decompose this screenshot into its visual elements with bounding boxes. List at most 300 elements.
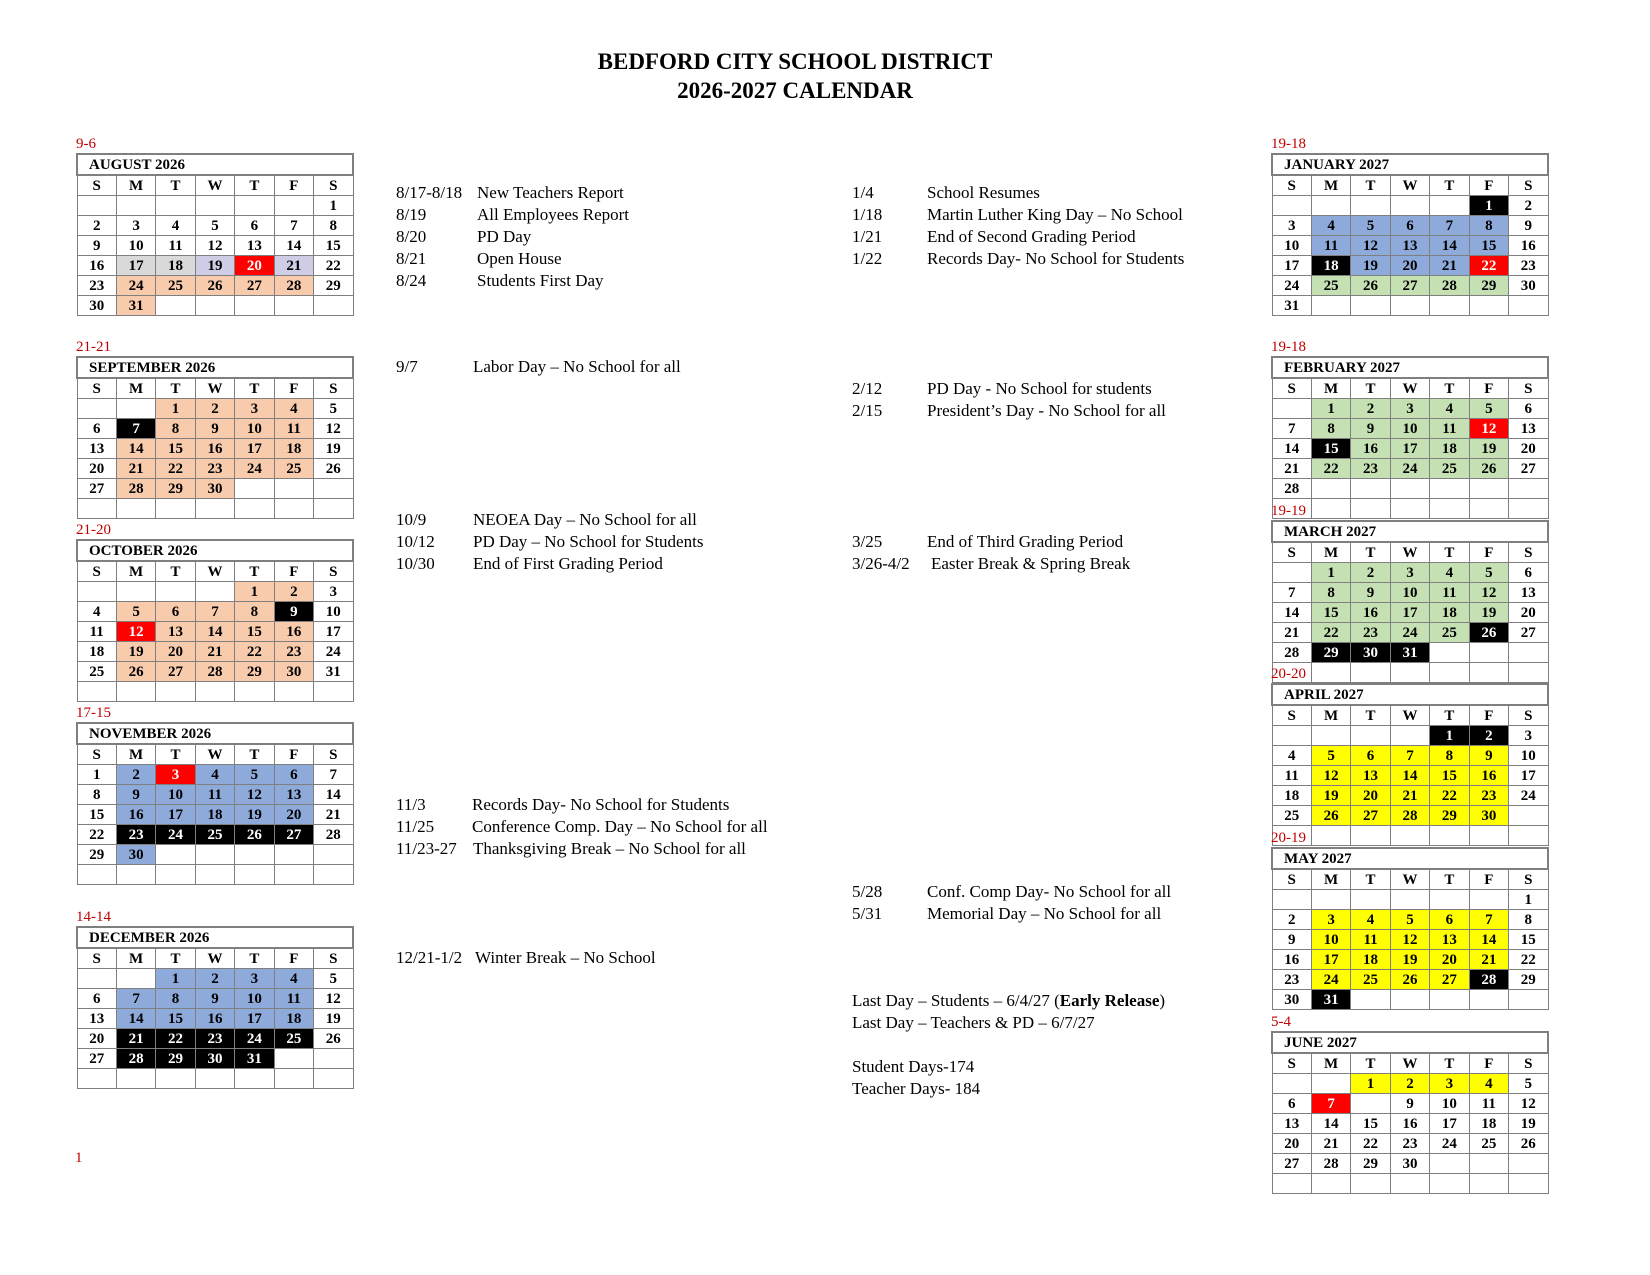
day-count-jan: 19-18 xyxy=(1271,136,1306,152)
day-cell: 16 xyxy=(1351,439,1390,459)
weekday-header: F xyxy=(1469,1053,1508,1074)
day-cell: 18 xyxy=(1430,439,1469,459)
day-cell: 26 xyxy=(195,276,234,296)
day-cell: 14 xyxy=(1311,1114,1350,1134)
day-cell: 5 xyxy=(1469,399,1508,419)
day-cell: 6 xyxy=(1351,746,1390,766)
weekday-header: W xyxy=(1390,705,1429,726)
day-cell: 1 xyxy=(1311,563,1350,583)
day-cell: 20 xyxy=(1390,256,1429,276)
day-cell: 5 xyxy=(314,399,353,419)
weekday-header: T xyxy=(235,378,274,399)
empty-cell xyxy=(195,499,234,519)
day-cell: 12 xyxy=(1509,1094,1548,1114)
day-cell: 11 xyxy=(195,785,234,805)
day-cell: 20 xyxy=(274,805,313,825)
day-cell: 23 xyxy=(1509,256,1548,276)
day-cell: 22 xyxy=(156,459,195,479)
day-cell: 25 xyxy=(156,276,195,296)
day-cell: 12 xyxy=(1390,930,1429,950)
day-cell: 19 xyxy=(314,439,353,459)
weekday-header: W xyxy=(1390,175,1429,196)
day-cell: 23 xyxy=(1351,459,1390,479)
day-cell: 27 xyxy=(1509,459,1548,479)
weekday-header: T xyxy=(1351,869,1390,890)
empty-cell xyxy=(195,582,234,602)
day-cell: 15 xyxy=(156,1009,195,1029)
event-jan-4: 1/22 Records Day- No School for Students xyxy=(852,249,1185,268)
day-cell: 10 xyxy=(1272,236,1311,256)
month-title: JUNE 2027 xyxy=(1272,1032,1548,1053)
day-cell: 1 xyxy=(1311,399,1350,419)
month-title: MARCH 2027 xyxy=(1272,521,1548,542)
day-cell: 12 xyxy=(235,785,274,805)
day-cell: 28 xyxy=(1311,1154,1350,1174)
day-cell: 10 xyxy=(235,989,274,1009)
empty-cell xyxy=(156,682,195,702)
weekday-header: W xyxy=(195,744,234,765)
day-cell: 11 xyxy=(1311,236,1350,256)
day-cell: 18 xyxy=(1469,1114,1508,1134)
weekday-header: W xyxy=(195,948,234,969)
day-cell: 30 xyxy=(274,662,313,682)
day-cell: 24 xyxy=(156,825,195,845)
day-cell: 25 xyxy=(1351,970,1390,990)
day-cell: 3 xyxy=(235,969,274,989)
empty-cell xyxy=(77,682,116,702)
empty-cell xyxy=(1390,663,1429,683)
day-cell: 3 xyxy=(1272,216,1311,236)
event-mar-1: 3/25 End of Third Grading Period xyxy=(852,532,1124,551)
day-cell: 23 xyxy=(77,276,116,296)
weekday-header: S xyxy=(1509,869,1548,890)
day-cell: 27 xyxy=(1509,623,1548,643)
empty-cell xyxy=(195,682,234,702)
day-cell: 2 xyxy=(195,399,234,419)
day-cell: 28 xyxy=(195,662,234,682)
day-cell: 21 xyxy=(1272,623,1311,643)
day-cell: 17 xyxy=(1272,256,1311,276)
empty-cell xyxy=(156,499,195,519)
day-cell: 4 xyxy=(1430,399,1469,419)
day-cell: 9 xyxy=(1272,930,1311,950)
weekday-header: F xyxy=(1469,869,1508,890)
day-cell: 30 xyxy=(195,479,234,499)
day-cell: 22 xyxy=(1351,1134,1390,1154)
day-cell: 25 xyxy=(274,459,313,479)
empty-cell xyxy=(1469,663,1508,683)
day-cell: 14 xyxy=(1272,603,1311,623)
empty-cell xyxy=(1390,499,1429,519)
empty-cell xyxy=(235,682,274,702)
day-cell: 24 xyxy=(314,642,353,662)
day-cell: 21 xyxy=(1311,1134,1350,1154)
day-cell: 10 xyxy=(156,785,195,805)
day-cell: 13 xyxy=(1509,583,1548,603)
event-aug-1: 8/17-8/18 New Teachers Report xyxy=(396,183,624,202)
weekday-header: S xyxy=(314,948,353,969)
day-cell: 26 xyxy=(1509,1134,1548,1154)
weekday-header: W xyxy=(1390,869,1429,890)
weekday-header: F xyxy=(1469,175,1508,196)
empty-cell xyxy=(235,1069,274,1089)
day-cell: 13 xyxy=(77,1009,116,1029)
day-cell: 17 xyxy=(235,439,274,459)
day-cell: 4 xyxy=(1311,216,1350,236)
day-cell: 14 xyxy=(116,1009,155,1029)
day-cell: 29 xyxy=(77,845,116,865)
empty-cell xyxy=(314,499,353,519)
day-cell: 19 xyxy=(195,256,234,276)
day-cell: 24 xyxy=(1509,786,1548,806)
day-cell: 1 xyxy=(1469,196,1508,216)
day-cell: 11 xyxy=(1430,419,1469,439)
weekday-header: S xyxy=(1509,175,1548,196)
day-cell: 8 xyxy=(235,602,274,622)
empty-cell xyxy=(77,969,116,989)
empty-cell xyxy=(1469,1174,1508,1194)
day-cell: 3 xyxy=(1509,726,1548,746)
day-cell: 14 xyxy=(116,439,155,459)
day-cell: 13 xyxy=(1272,1114,1311,1134)
weekday-header: W xyxy=(195,175,234,196)
empty-cell xyxy=(235,296,274,316)
day-cell: 23 xyxy=(195,1029,234,1049)
day-cell: 31 xyxy=(1272,296,1311,316)
empty-cell xyxy=(314,845,353,865)
day-cell: 25 xyxy=(1430,459,1469,479)
day-cell: 7 xyxy=(1311,1094,1350,1114)
day-cell: 6 xyxy=(1390,216,1429,236)
day-cell: 19 xyxy=(314,1009,353,1029)
day-cell: 3 xyxy=(1430,1074,1469,1094)
day-cell: 9 xyxy=(1390,1094,1429,1114)
day-cell: 16 xyxy=(1509,236,1548,256)
weekday-header: F xyxy=(1469,542,1508,563)
day-cell: 8 xyxy=(1311,583,1350,603)
day-cell: 4 xyxy=(195,765,234,785)
weekday-header: S xyxy=(77,744,116,765)
day-cell: 25 xyxy=(1311,276,1350,296)
day-cell: 4 xyxy=(156,216,195,236)
day-cell: 20 xyxy=(1509,439,1548,459)
empty-cell xyxy=(1311,726,1350,746)
empty-cell xyxy=(1430,890,1469,910)
weekday-header: S xyxy=(77,561,116,582)
day-cell: 3 xyxy=(1311,910,1350,930)
day-cell: 27 xyxy=(1351,806,1390,826)
day-cell: 4 xyxy=(1272,746,1311,766)
day-cell: 18 xyxy=(1272,786,1311,806)
day-cell: 5 xyxy=(1509,1074,1548,1094)
day-cell: 19 xyxy=(1390,950,1429,970)
empty-cell xyxy=(1469,890,1508,910)
day-cell: 8 xyxy=(314,216,353,236)
event-sep-1: 9/7 Labor Day – No School for all xyxy=(396,357,681,376)
day-cell: 27 xyxy=(1430,970,1469,990)
day-cell: 15 xyxy=(77,805,116,825)
day-cell: 8 xyxy=(1311,419,1350,439)
day-cell: 2 xyxy=(274,582,313,602)
weekday-header: S xyxy=(1272,542,1311,563)
day-cell: 22 xyxy=(235,642,274,662)
day-cell: 9 xyxy=(274,602,313,622)
empty-cell xyxy=(274,682,313,702)
weekday-header: S xyxy=(1509,378,1548,399)
calendar-year-title: 2026-2027 CALENDAR xyxy=(677,78,913,103)
day-cell: 30 xyxy=(1272,990,1311,1010)
day-cell: 19 xyxy=(235,805,274,825)
empty-cell xyxy=(195,196,234,216)
month-calendar-jan xyxy=(1271,153,1549,316)
empty-cell xyxy=(156,845,195,865)
event-may-2: 5/31 Memorial Day – No School for all xyxy=(852,904,1162,923)
day-cell: 13 xyxy=(156,622,195,642)
day-cell: 2 xyxy=(1351,563,1390,583)
month-calendar-sep xyxy=(76,356,354,519)
day-cell: 23 xyxy=(1469,786,1508,806)
day-cell: 25 xyxy=(77,662,116,682)
day-cell: 2 xyxy=(1351,399,1390,419)
day-cell: 29 xyxy=(1351,1154,1390,1174)
day-cell: 7 xyxy=(314,765,353,785)
day-cell: 15 xyxy=(1509,930,1548,950)
day-cell: 3 xyxy=(156,765,195,785)
weekday-header: T xyxy=(156,948,195,969)
day-cell: 28 xyxy=(116,1049,155,1069)
weekday-header: T xyxy=(1351,1053,1390,1074)
day-cell: 27 xyxy=(235,276,274,296)
weekday-header: T xyxy=(156,378,195,399)
day-cell: 1 xyxy=(1430,726,1469,746)
weekday-header: T xyxy=(235,561,274,582)
day-cell: 18 xyxy=(274,439,313,459)
empty-cell xyxy=(1509,1174,1548,1194)
day-cell: 29 xyxy=(235,662,274,682)
day-cell: 28 xyxy=(116,479,155,499)
weekday-header: S xyxy=(314,561,353,582)
weekday-header: F xyxy=(274,744,313,765)
day-cell: 26 xyxy=(1390,970,1429,990)
weekday-header: M xyxy=(1311,378,1350,399)
day-cell: 23 xyxy=(195,459,234,479)
empty-cell xyxy=(1272,1174,1311,1194)
empty-cell xyxy=(274,865,313,885)
day-cell: 17 xyxy=(1311,950,1350,970)
day-cell: 22 xyxy=(314,256,353,276)
day-cell: 25 xyxy=(1469,1134,1508,1154)
day-count-nov: 17-15 xyxy=(76,705,111,721)
day-cell: 7 xyxy=(274,216,313,236)
day-cell: 4 xyxy=(77,602,116,622)
day-cell: 21 xyxy=(116,459,155,479)
weekday-header: S xyxy=(314,378,353,399)
day-cell: 13 xyxy=(1390,236,1429,256)
day-cell: 27 xyxy=(77,1049,116,1069)
day-cell: 23 xyxy=(116,825,155,845)
day-cell: 22 xyxy=(1469,256,1508,276)
empty-cell xyxy=(156,196,195,216)
weekday-header: S xyxy=(1272,1053,1311,1074)
day-cell: 10 xyxy=(1509,746,1548,766)
empty-cell xyxy=(235,499,274,519)
day-cell: 29 xyxy=(1509,970,1548,990)
event-aug-4: 8/21 Open House xyxy=(396,249,562,268)
empty-cell xyxy=(1351,726,1390,746)
weekday-header: F xyxy=(274,175,313,196)
empty-cell xyxy=(314,865,353,885)
empty-cell xyxy=(1509,479,1548,499)
day-count-sep: 21-21 xyxy=(76,339,111,355)
weekday-header: M xyxy=(1311,175,1350,196)
empty-cell xyxy=(1390,1174,1429,1194)
empty-cell xyxy=(1469,990,1508,1010)
day-cell: 31 xyxy=(1390,643,1429,663)
day-cell: 15 xyxy=(235,622,274,642)
empty-cell xyxy=(1311,1174,1350,1194)
day-cell: 7 xyxy=(116,989,155,1009)
empty-cell xyxy=(1351,296,1390,316)
event-may-1: 5/28 Conf. Comp Day- No School for all xyxy=(852,882,1172,901)
empty-cell xyxy=(195,1069,234,1089)
weekday-header: S xyxy=(77,948,116,969)
day-count-oct: 21-20 xyxy=(76,522,111,538)
day-cell: 4 xyxy=(1351,910,1390,930)
day-cell: 25 xyxy=(1430,623,1469,643)
day-cell: 2 xyxy=(1509,196,1548,216)
district-title: BEDFORD CITY SCHOOL DISTRICT xyxy=(597,49,993,74)
day-cell: 24 xyxy=(1272,276,1311,296)
empty-cell xyxy=(1390,826,1429,846)
empty-cell xyxy=(1311,826,1350,846)
weekday-header: T xyxy=(235,948,274,969)
day-cell: 12 xyxy=(1311,766,1350,786)
weekday-header: T xyxy=(1430,175,1469,196)
day-cell: 13 xyxy=(77,439,116,459)
empty-cell xyxy=(235,845,274,865)
day-cell: 17 xyxy=(1430,1114,1469,1134)
day-cell: 8 xyxy=(77,785,116,805)
day-cell: 29 xyxy=(1469,276,1508,296)
empty-cell xyxy=(1390,726,1429,746)
day-cell: 1 xyxy=(1351,1074,1390,1094)
day-cell: 15 xyxy=(1351,1114,1390,1134)
empty-cell xyxy=(274,479,313,499)
day-cell: 9 xyxy=(195,419,234,439)
day-cell: 8 xyxy=(1509,910,1548,930)
empty-cell xyxy=(77,499,116,519)
event-aug-2: 8/19 All Employees Report xyxy=(396,205,630,224)
empty-cell xyxy=(1272,196,1311,216)
day-cell: 30 xyxy=(1351,643,1390,663)
day-cell: 13 xyxy=(235,236,274,256)
empty-cell xyxy=(274,1049,313,1069)
day-cell: 24 xyxy=(116,276,155,296)
day-cell: 8 xyxy=(156,419,195,439)
day-cell: 27 xyxy=(1390,276,1429,296)
empty-cell xyxy=(1390,296,1429,316)
weekday-header: S xyxy=(1272,869,1311,890)
day-cell: 26 xyxy=(116,662,155,682)
weekday-header: T xyxy=(1430,869,1469,890)
empty-cell xyxy=(1272,563,1311,583)
day-cell: 28 xyxy=(274,276,313,296)
empty-cell xyxy=(116,969,155,989)
day-cell: 4 xyxy=(1469,1074,1508,1094)
empty-cell xyxy=(1351,479,1390,499)
month-calendar-jun xyxy=(1271,1031,1549,1194)
month-calendar-oct xyxy=(76,539,354,702)
event-nov-3: 11/23-27 Thanksgiving Break – No School for all xyxy=(396,839,746,858)
day-count-feb: 19-18 xyxy=(1271,339,1306,355)
weekday-header: S xyxy=(77,175,116,196)
day-cell: 1 xyxy=(1509,890,1548,910)
weekday-header: T xyxy=(156,744,195,765)
empty-cell xyxy=(116,582,155,602)
empty-cell xyxy=(274,499,313,519)
day-cell: 15 xyxy=(1311,439,1350,459)
day-cell: 31 xyxy=(314,662,353,682)
day-cell: 20 xyxy=(77,459,116,479)
day-count-mar: 19-19 xyxy=(1271,503,1306,519)
day-cell: 20 xyxy=(1430,950,1469,970)
weekday-header: M xyxy=(1311,869,1350,890)
day-cell: 3 xyxy=(314,582,353,602)
month-calendar-feb xyxy=(1271,356,1549,519)
day-cell: 16 xyxy=(1469,766,1508,786)
empty-cell xyxy=(1311,196,1350,216)
day-cell: 9 xyxy=(116,785,155,805)
empty-cell xyxy=(314,682,353,702)
weekday-header: T xyxy=(1351,542,1390,563)
empty-cell xyxy=(1311,479,1350,499)
empty-cell xyxy=(1351,663,1390,683)
day-cell: 24 xyxy=(1390,623,1429,643)
weekday-header: S xyxy=(1509,705,1548,726)
day-cell: 6 xyxy=(1430,910,1469,930)
empty-cell xyxy=(77,865,116,885)
day-cell: 12 xyxy=(1469,583,1508,603)
day-cell: 30 xyxy=(1390,1154,1429,1174)
day-cell: 21 xyxy=(274,256,313,276)
empty-cell xyxy=(1430,643,1469,663)
day-cell: 11 xyxy=(1351,930,1390,950)
day-cell: 10 xyxy=(1430,1094,1469,1114)
day-cell: 11 xyxy=(77,622,116,642)
day-cell: 23 xyxy=(274,642,313,662)
day-cell: 2 xyxy=(1390,1074,1429,1094)
day-cell: 7 xyxy=(1430,216,1469,236)
day-cell: 30 xyxy=(77,296,116,316)
day-cell: 18 xyxy=(274,1009,313,1029)
day-cell: 12 xyxy=(1469,419,1508,439)
day-cell: 5 xyxy=(235,765,274,785)
day-cell: 11 xyxy=(1469,1094,1508,1114)
day-cell: 25 xyxy=(195,825,234,845)
day-cell: 10 xyxy=(1311,930,1350,950)
empty-cell xyxy=(1272,890,1311,910)
empty-cell xyxy=(1469,826,1508,846)
day-cell: 11 xyxy=(274,989,313,1009)
day-cell: 27 xyxy=(156,662,195,682)
day-cell: 11 xyxy=(1272,766,1311,786)
empty-cell xyxy=(1390,890,1429,910)
empty-cell xyxy=(156,582,195,602)
day-cell: 14 xyxy=(1390,766,1429,786)
day-cell: 28 xyxy=(1272,643,1311,663)
empty-cell xyxy=(1430,826,1469,846)
day-cell: 2 xyxy=(1272,910,1311,930)
